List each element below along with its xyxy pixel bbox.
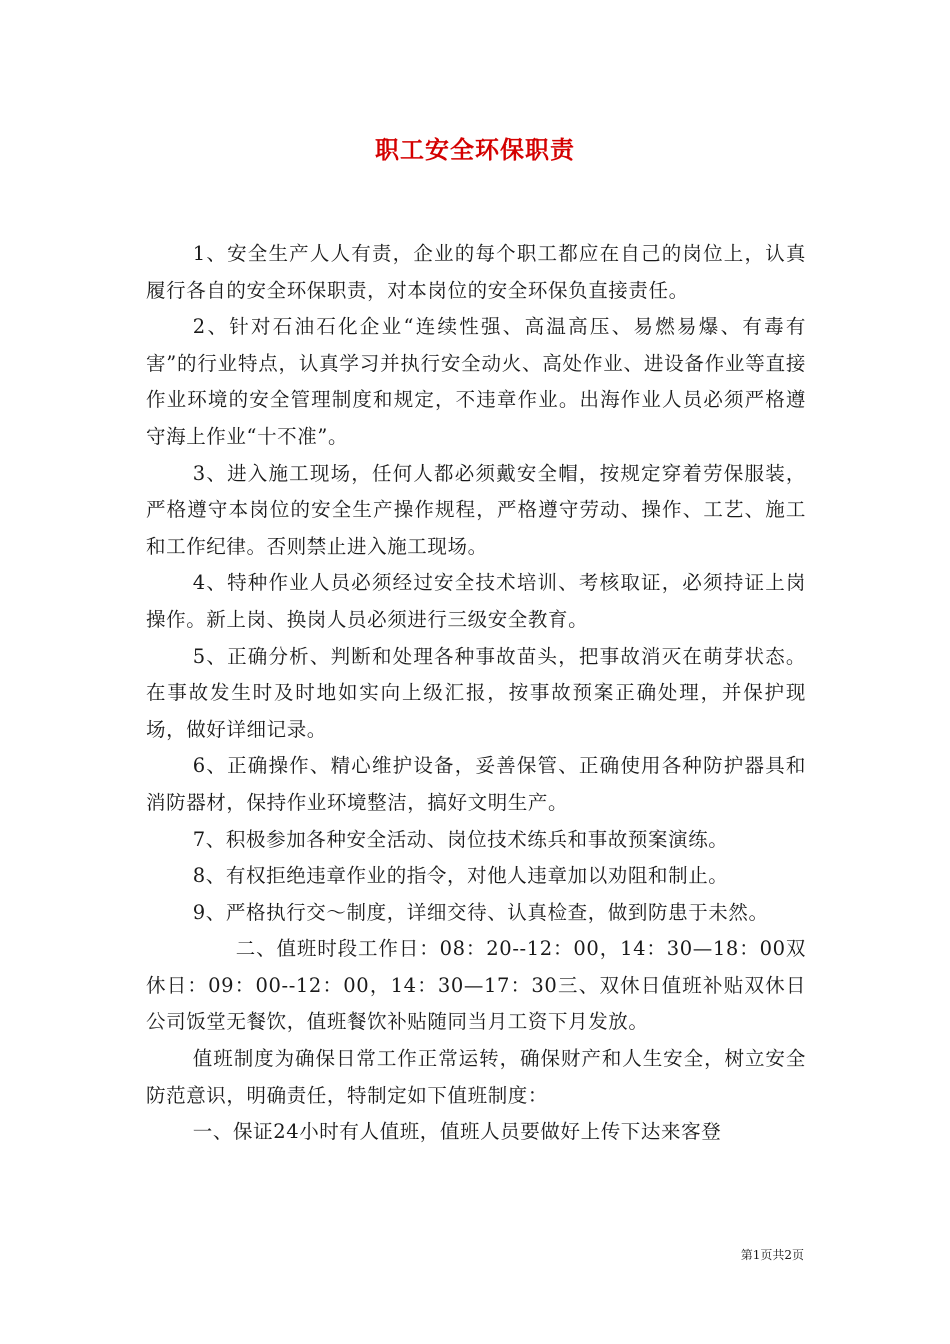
document-body (146, 236, 806, 1151)
paragraph-4: 4、特种作业人员必须经过安全技术培训、考核取证，必须持证上岗操作。新上岗、换岗人员必须进行三级安全教育。 (146, 571, 806, 631)
paragraph-9: 9、严格执行交～制度，详细交待、认真检查，做到防患于未然。 (192, 900, 769, 924)
paragraph-3: 3、进入施工现场，任何人都必须戴安全帽，按规定穿着劳保服装，严格遵守本岗位的安全生产操作规程，严格遵守劳动、操作、工艺、施工和工作纪律。否则禁止进入施工现场。 (146, 461, 806, 558)
paragraph-8: 8、有权拒绝违章作业的指令，对他人违章加以劝阻和制止。 (192, 864, 729, 888)
paragraph-duty-hours: 二、值班时段工作日：08：20--12：00，14：30—18：00双休日：09：00--12：00，14：30—17：30三、双休日值班补贴双休日公司饭堂无餐饮，值班餐饮补贴随同当月工资下月发放。 (146, 937, 806, 1034)
paragraph-duty-rule-1: 一、保证24小时有人值班，值班人员要做好上传下达来客登 (192, 1120, 722, 1144)
page-number: 第1页共2页 (740, 1248, 804, 1262)
document-title: 职工安全环保职责 (375, 135, 575, 164)
paragraph-duty-system: 值班制度为确保日常工作正常运转，确保财产和人生安全，树立安全防范意识，明确责任，特制定如下值班制度： (146, 1047, 806, 1107)
paragraph-6: 6、正确操作、精心维护设备，妥善保管、正确使用各种防护器具和消防器材，保持作业环境整洁，搞好文明生产。 (146, 754, 806, 814)
paragraph-7: 7、积极参加各种安全活动、岗位技术练兵和事故预案演练。 (192, 827, 729, 851)
paragraph-5: 5、正确分析、判断和处理各种事故苗头，把事故消灭在萌芽状态。在事故发生时及时地如实向上级汇报，按事故预案正确处理，并保护现场，做好详细记录。 (146, 644, 806, 741)
paragraph-2: 2、针对石油石化企业“连续性强、高温高压、易燃易爆、有毒有害”的行业特点，认真学习并执行安全动火、高处作业、进设备作业等直接作业环境的安全管理制度和规定，不违章作业。出海作业人员必须严格遵守海上作业“十不准”。 (146, 315, 806, 448)
paragraph-1: 1、安全生产人人有责，企业的每个职工都应在自己的岗位上，认真履行各自的安全环保职责，对本岗位的安全环保负直接责任。 (146, 242, 806, 302)
